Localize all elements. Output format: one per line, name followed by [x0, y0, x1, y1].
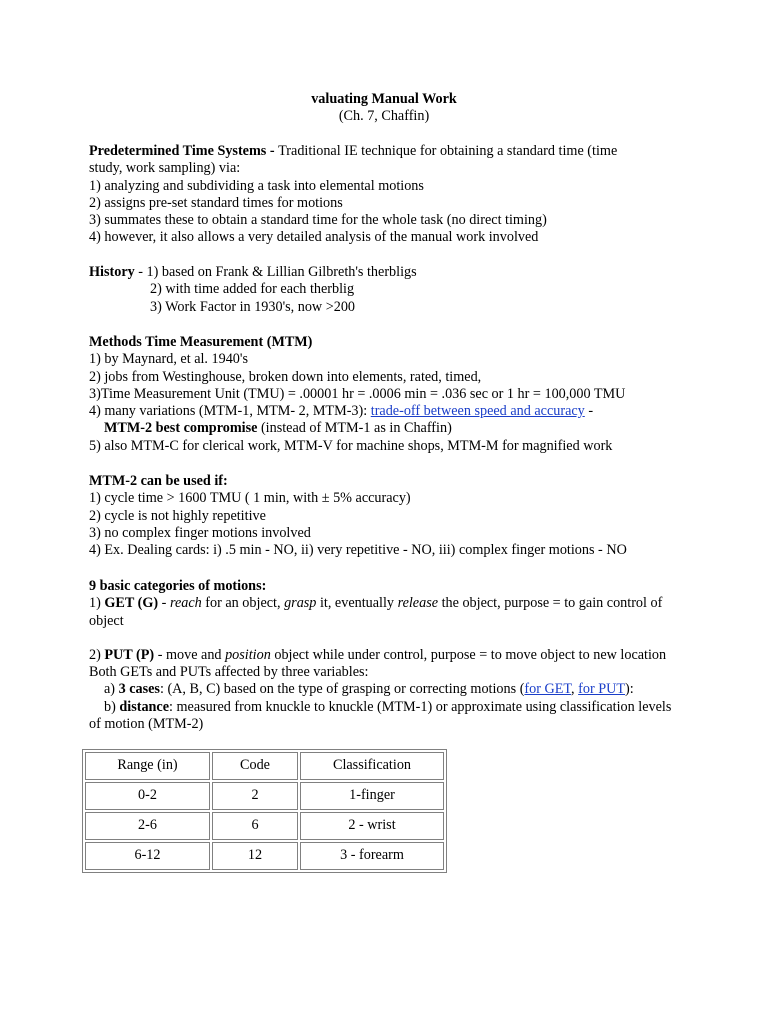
mtm2-heading: MTM-2 can be used if: [89, 473, 228, 489]
tradeoff-link[interactable]: trade-off between speed and accuracy [370, 403, 585, 420]
pts-section [89, 143, 689, 247]
table-cell: 2-6 [85, 812, 210, 840]
mtm2-item: 2) cycle is not highly repetitive [89, 507, 266, 524]
table-cell: 0-2 [85, 782, 210, 810]
table-header-row [85, 752, 444, 780]
mtm-item: 5) also MTM-C for clerical work, MTM-V for machine shops, MTM-M for magnified work [89, 437, 613, 454]
history-line-3: 3) Work Factor in 1930's, now >200 [150, 298, 356, 315]
variable-distance: b) distance: measured from knuckle to knuckle (MTM-1) or approximate using classification levels of motion (MTM-2) [89, 698, 672, 733]
put-description: 2) PUT (P) - move and position object while under control, purpose = to move object to new location [89, 646, 667, 663]
table-cell: 2 - wrist [300, 812, 444, 840]
table-cell: 12 [212, 842, 298, 870]
for-get-link[interactable]: for GET [524, 681, 572, 698]
pts-item: 4) however, it also allows a very detailed analysis of the manual work involved [89, 229, 539, 246]
for-put-link[interactable]: for PUT [578, 681, 626, 698]
categories-section [89, 578, 689, 733]
table-cell: 1-finger [300, 782, 444, 810]
pts-intro-line-2: study, work sampling) via: [89, 160, 241, 177]
history-line-1: History - 1) based on Frank & Lillian Gilbreth's therbligs [89, 264, 417, 280]
table-cell: 3 - forearm [300, 842, 444, 870]
mtm2-item: 3) no complex finger motions involved [89, 524, 311, 541]
document-title: valuating Manual Work [311, 91, 457, 107]
table-header-cell: Code [212, 752, 298, 780]
variables-intro: Both GETs and PUTs affected by three variables: [89, 664, 369, 681]
get-description: 1) GET (G) - reach for an object, grasp it, eventually release the object, purpose = to gain control of object [89, 595, 663, 629]
pts-heading: Predetermined Time Systems - [89, 143, 279, 159]
mtm-item: 2) jobs from Westinghouse, broken down into elements, rated, timed, [89, 368, 482, 385]
table-row [85, 842, 444, 870]
mtm2-item: 4) Ex. Dealing cards: i) .5 min - NO, ii) very repetitive - NO, iii) complex finger motions - NO [89, 542, 627, 559]
history-section [89, 264, 689, 316]
mtm2-item: 1) cycle time > 1600 TMU ( 1 min, with ± 5% accuracy) [89, 490, 411, 507]
table-cell: 2 [212, 782, 298, 810]
table-row [85, 782, 444, 810]
mtm-heading: Methods Time Measurement (MTM) [89, 334, 313, 350]
document-subtitle: (Ch. 7, Chaffin) [338, 108, 430, 124]
table-cell: 6-12 [85, 842, 210, 870]
mtm-best-compromise: MTM-2 best compromise (instead of MTM-1 as in Chaffin) [104, 420, 452, 437]
mtm-item: 3)Time Measurement Unit (TMU) = .00001 hr = .0006 min = .036 sec or 1 hr = 100,000 TMU [89, 385, 626, 402]
mtm-item-4: 4) many variations (MTM-1, MTM- 2, MTM-3): trade-off between speed and accuracy - [89, 403, 594, 420]
history-heading: History [89, 264, 135, 280]
table-header-cell: Range (in) [85, 752, 210, 780]
categories-heading: 9 basic categories of motions: [89, 578, 267, 594]
mtm-item: 1) by Maynard, et al. 1940's [89, 351, 248, 368]
pts-item: 3) summates these to obtain a standard time for the whole task (no direct timing) [89, 212, 547, 229]
table-header-cell: Classification [300, 752, 444, 780]
pts-intro-line: Predetermined Time Systems - Traditional IE technique for obtaining a standard time (time [89, 143, 618, 159]
variable-cases: a) 3 cases: (A, B, C) based on the type of grasping or correcting motions (for GET, for PUT): [104, 681, 634, 698]
pts-item: 1) analyzing and subdividing a task into elemental motions [89, 177, 424, 194]
table-row [85, 812, 444, 840]
mtm2-section [89, 473, 689, 559]
pts-item: 2) assigns pre-set standard times for motions [89, 194, 343, 211]
table-cell: 6 [212, 812, 298, 840]
mtm-section [89, 334, 689, 455]
history-line-2: 2) with time added for each therblig [150, 281, 355, 298]
motion-classification-table [82, 749, 447, 873]
